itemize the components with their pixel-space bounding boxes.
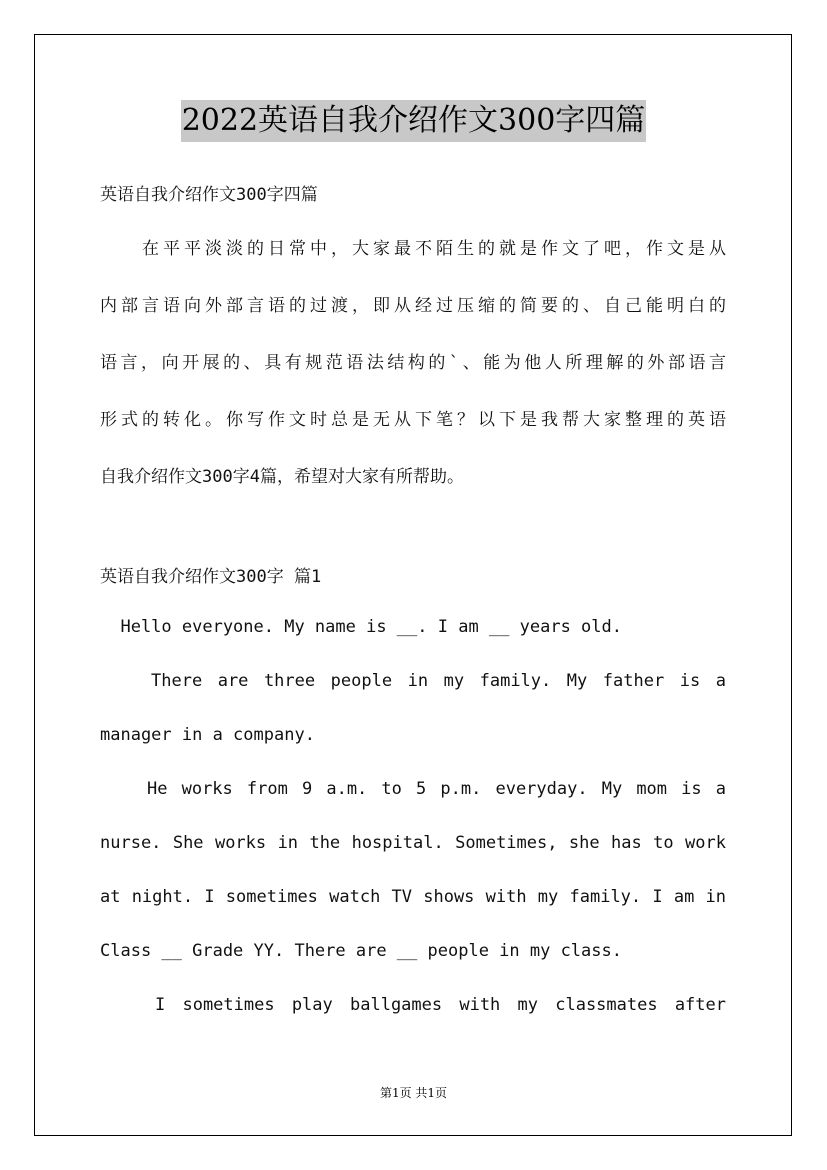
english-essay (100, 614, 726, 1046)
intro-line: 语言，向开展的、具有规范语法结构的`、能为他人所理解的外部语言 (100, 353, 726, 373)
section-heading: 英语自我介绍作文300字 篇1 (100, 567, 322, 587)
essay-line: nurse. She works in the hospital. Sometimes, she has to work (100, 833, 726, 853)
essay-line: at night. I sometimes watch TV shows with my family. I am in (100, 887, 726, 907)
intro-line: 自我介绍作文300字4篇，希望对大家有所帮助。 (100, 467, 464, 487)
intro-paragraph (100, 236, 726, 521)
intro-line: 内部言语向外部言语的过渡，即从经过压缩的简要的、自己能明白的 (100, 296, 726, 316)
essay-line: Class __ Grade YY. There are __ people in my class. (100, 941, 622, 961)
title-container (0, 100, 827, 142)
essay-line: I sometimes play ballgames with my classmates after (155, 995, 726, 1015)
essay-line: He works from 9 a.m. to 5 p.m. everyday. My mom is a (147, 779, 726, 799)
intro-line: 在平平淡淡的日常中，大家最不陌生的就是作文了吧，作文是从 (100, 239, 726, 259)
essay-line: There are three people in my family. My father is a (151, 671, 726, 691)
essay-line: Hello everyone. My name is __. I am __ years old. (100, 617, 622, 637)
document-subtitle: 英语自我介绍作文300字四篇 (100, 185, 318, 205)
intro-line: 形式的转化。你写作文时总是无从下笔？以下是我帮大家整理的英语 (100, 410, 726, 430)
page-title: 2022英语自我介绍作文300字四篇 (181, 100, 647, 142)
essay-line: manager in a company. (100, 725, 315, 745)
page-footer: 第1页 共1页 (379, 1086, 448, 1100)
